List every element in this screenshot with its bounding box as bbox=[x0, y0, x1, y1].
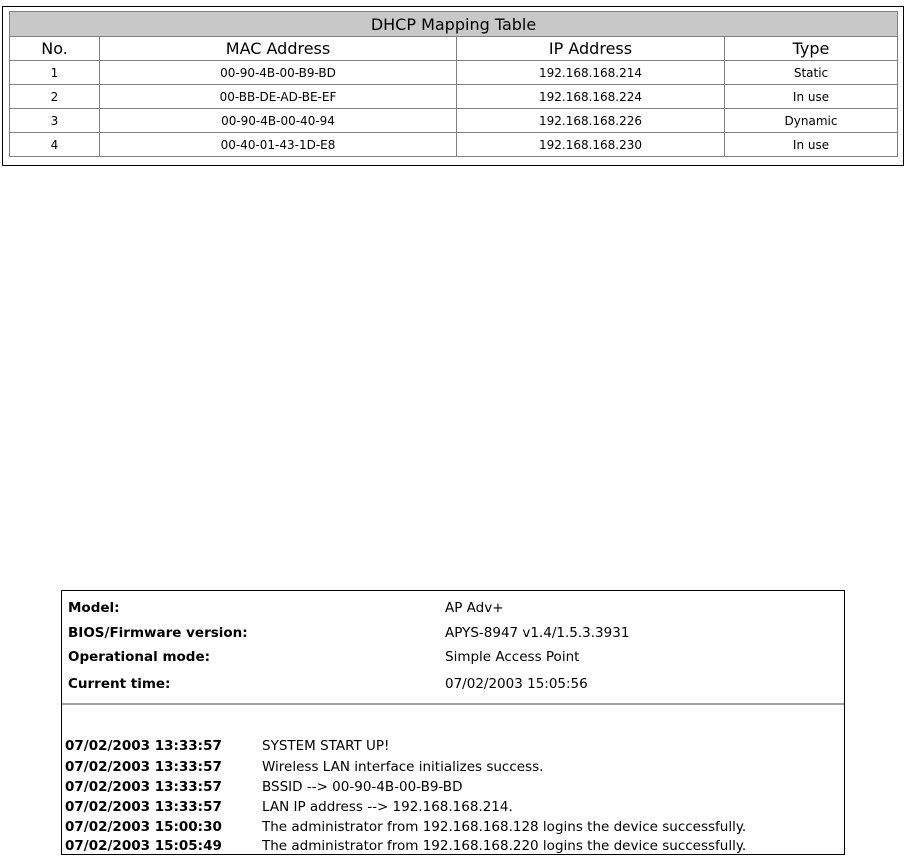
mac-address-cell: 00-90-4B-00-40-94 bbox=[100, 109, 457, 133]
type-cell: Dynamic bbox=[725, 109, 898, 133]
dhcp-mapping-panel bbox=[2, 6, 904, 166]
dhcp-mapping-table bbox=[9, 11, 898, 157]
log-entry bbox=[65, 836, 746, 857]
log-timestamp: 07/02/2003 13:33:57 bbox=[65, 738, 222, 754]
log-message: SYSTEM START UP! bbox=[262, 738, 390, 754]
log-timestamp: 07/02/2003 13:33:57 bbox=[65, 779, 222, 795]
firmware-label: BIOS/Firmware version: bbox=[68, 625, 248, 641]
dhcp-table-title: DHCP Mapping Table bbox=[10, 12, 898, 37]
operational-mode-value: Simple Access Point bbox=[445, 649, 580, 665]
log-entry bbox=[65, 736, 389, 757]
log-entry bbox=[65, 777, 462, 798]
column-header-mac-address: MAC Address bbox=[100, 37, 457, 61]
column-header-type: Type bbox=[725, 37, 898, 61]
log-entry bbox=[65, 817, 746, 838]
row-number: 4 bbox=[10, 133, 100, 157]
table-row bbox=[10, 109, 898, 133]
mac-address-cell: 00-90-4B-00-B9-BD bbox=[100, 61, 457, 85]
type-cell: In use bbox=[725, 85, 898, 109]
log-entry bbox=[65, 757, 543, 778]
row-number: 1 bbox=[10, 61, 100, 85]
current-time-value: 07/02/2003 15:05:56 bbox=[445, 676, 588, 692]
type-cell: Static bbox=[725, 61, 898, 85]
table-row bbox=[10, 133, 898, 157]
ip-address-cell: 192.168.168.224 bbox=[457, 85, 725, 109]
log-message: The administrator from 192.168.168.220 logins the device successfully. bbox=[262, 838, 747, 854]
table-row bbox=[10, 61, 898, 85]
log-timestamp: 07/02/2003 15:05:49 bbox=[65, 838, 222, 854]
system-status-panel bbox=[61, 590, 845, 855]
mac-address-cell: 00-BB-DE-AD-BE-EF bbox=[100, 85, 457, 109]
current-time-label: Current time: bbox=[68, 676, 171, 692]
log-message: LAN IP address --> 192.168.168.214. bbox=[262, 799, 513, 815]
row-number: 2 bbox=[10, 85, 100, 109]
status-divider bbox=[62, 703, 844, 705]
log-message: BSSID --> 00-90-4B-00-B9-BD bbox=[262, 779, 463, 795]
ip-address-cell: 192.168.168.230 bbox=[457, 133, 725, 157]
mac-address-cell: 00-40-01-43-1D-E8 bbox=[100, 133, 457, 157]
row-number: 3 bbox=[10, 109, 100, 133]
column-header-no: No. bbox=[10, 37, 100, 61]
operational-mode-label: Operational mode: bbox=[68, 649, 211, 665]
log-timestamp: 07/02/2003 13:33:57 bbox=[65, 759, 222, 775]
column-header-ip-address: IP Address bbox=[457, 37, 725, 61]
firmware-value: APYS-8947 v1.4/1.5.3.3931 bbox=[445, 625, 630, 641]
log-timestamp: 07/02/2003 15:00:30 bbox=[65, 819, 222, 835]
ip-address-cell: 192.168.168.226 bbox=[457, 109, 725, 133]
model-label: Model: bbox=[68, 600, 120, 616]
table-row bbox=[10, 85, 898, 109]
type-cell: In use bbox=[725, 133, 898, 157]
log-timestamp: 07/02/2003 13:33:57 bbox=[65, 799, 222, 815]
log-entry bbox=[65, 797, 513, 818]
log-message: The administrator from 192.168.168.128 logins the device successfully. bbox=[262, 819, 747, 835]
log-message: Wireless LAN interface initializes success. bbox=[262, 759, 544, 775]
ip-address-cell: 192.168.168.214 bbox=[457, 61, 725, 85]
model-value: AP Adv+ bbox=[445, 600, 504, 616]
